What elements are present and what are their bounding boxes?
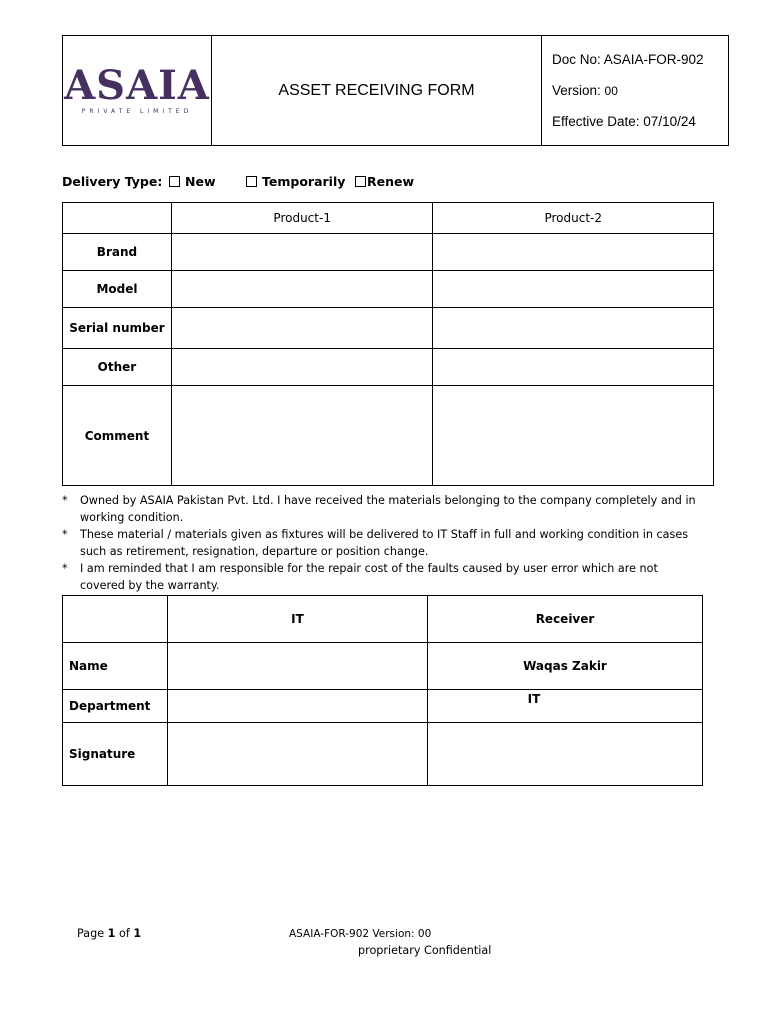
- product-1-header: Product-1: [171, 203, 433, 234]
- option-new-label: New: [185, 174, 216, 189]
- checkbox-new[interactable]: [169, 176, 180, 187]
- table-row: [63, 271, 714, 308]
- product-header-row: [63, 203, 714, 234]
- it-signature-cell[interactable]: [168, 723, 428, 786]
- row-label-serial-number: Serial number: [63, 308, 172, 349]
- comment-product-1-cell[interactable]: [171, 386, 433, 486]
- doc-version: [552, 75, 728, 106]
- receiver-name-cell[interactable]: Waqas Zakir: [428, 643, 703, 690]
- note-text: I am reminded that I am responsible for the repair cost of the faults caused by user error which are not covered by the warranty.: [80, 562, 658, 592]
- footer-doc-version: ASAIA-FOR-902 Version: 00: [289, 928, 432, 940]
- note-bullet: *: [62, 562, 68, 575]
- row-label-brand: Brand: [63, 234, 172, 271]
- effective-date: Effective Date: 07/10/24: [552, 114, 696, 129]
- page-of: of: [115, 927, 134, 940]
- note-text: Owned by ASAIA Pakistan Pvt. Ltd. I have received the materials belonging to the company completely and in working condition.: [80, 494, 696, 524]
- table-row: [63, 308, 714, 349]
- checkbox-temporarily[interactable]: [246, 176, 257, 187]
- model-product-1-cell[interactable]: [171, 271, 433, 308]
- note-bullet: *: [62, 528, 68, 541]
- document-header: [62, 35, 729, 146]
- form-title: ASSET RECEIVING FORM: [212, 36, 542, 146]
- model-product-2-cell[interactable]: [433, 271, 714, 308]
- notes-list: [62, 492, 702, 594]
- table-row: [63, 386, 714, 486]
- note-text: These material / materials given as fixtures will be delivered to IT Staff in full and working condition in cases such as retirement, resignation, departure or position change.: [80, 528, 689, 558]
- receiver-department-cell[interactable]: IT: [428, 690, 703, 723]
- option-renew-label: Renew: [367, 174, 415, 189]
- table-row: [63, 723, 703, 786]
- row-label-signature: Signature: [63, 723, 168, 786]
- receiver-header: Receiver: [428, 596, 703, 643]
- option-temporarily-label: Temporarily: [262, 174, 346, 189]
- signature-table: [62, 595, 703, 786]
- version-value: 00: [604, 84, 618, 98]
- receiver-signature-cell[interactable]: [428, 723, 703, 786]
- doc-info: [542, 36, 729, 146]
- doc-number: Doc No: ASAIA-FOR-902: [552, 52, 704, 67]
- table-row: [63, 234, 714, 271]
- signature-header-blank: [63, 596, 168, 643]
- product-2-header: Product-2: [433, 203, 714, 234]
- it-name-cell[interactable]: [168, 643, 428, 690]
- other-product-2-cell[interactable]: [433, 349, 714, 386]
- logo-text: ASAIA: [64, 62, 210, 109]
- product-table: [62, 202, 714, 486]
- version-label: Version:: [552, 83, 601, 98]
- page-prefix: Page: [77, 927, 108, 940]
- row-label-name: Name: [63, 643, 168, 690]
- product-header-blank: [63, 203, 172, 234]
- delivery-type-label: Delivery Type:: [62, 174, 163, 189]
- checkbox-renew[interactable]: [355, 176, 366, 187]
- table-row: [63, 643, 703, 690]
- footer-confidential: proprietary Confidential: [358, 944, 492, 957]
- note-bullet: *: [62, 494, 68, 507]
- table-row: [63, 690, 703, 723]
- other-product-1-cell[interactable]: [171, 349, 433, 386]
- signature-header-row: [63, 596, 703, 643]
- page-current: 1: [107, 927, 116, 940]
- brand-product-2-cell[interactable]: [433, 234, 714, 271]
- logo-subtext: PRIVATE LIMITED: [81, 108, 193, 115]
- row-label-comment: Comment: [63, 386, 172, 486]
- it-header: IT: [168, 596, 428, 643]
- row-label-model: Model: [63, 271, 172, 308]
- note-item: [62, 526, 702, 560]
- page-number: [77, 927, 141, 940]
- serial-product-1-cell[interactable]: [171, 308, 433, 349]
- row-label-other: Other: [63, 349, 172, 386]
- row-label-department: Department: [63, 690, 168, 723]
- note-item: [62, 492, 702, 526]
- comment-product-2-cell[interactable]: [433, 386, 714, 486]
- serial-product-2-cell[interactable]: [433, 308, 714, 349]
- page-total: 1: [133, 927, 142, 940]
- logo: [63, 36, 212, 146]
- brand-product-1-cell[interactable]: [171, 234, 433, 271]
- it-department-cell[interactable]: [168, 690, 428, 723]
- table-row: [63, 349, 714, 386]
- note-item: [62, 560, 702, 594]
